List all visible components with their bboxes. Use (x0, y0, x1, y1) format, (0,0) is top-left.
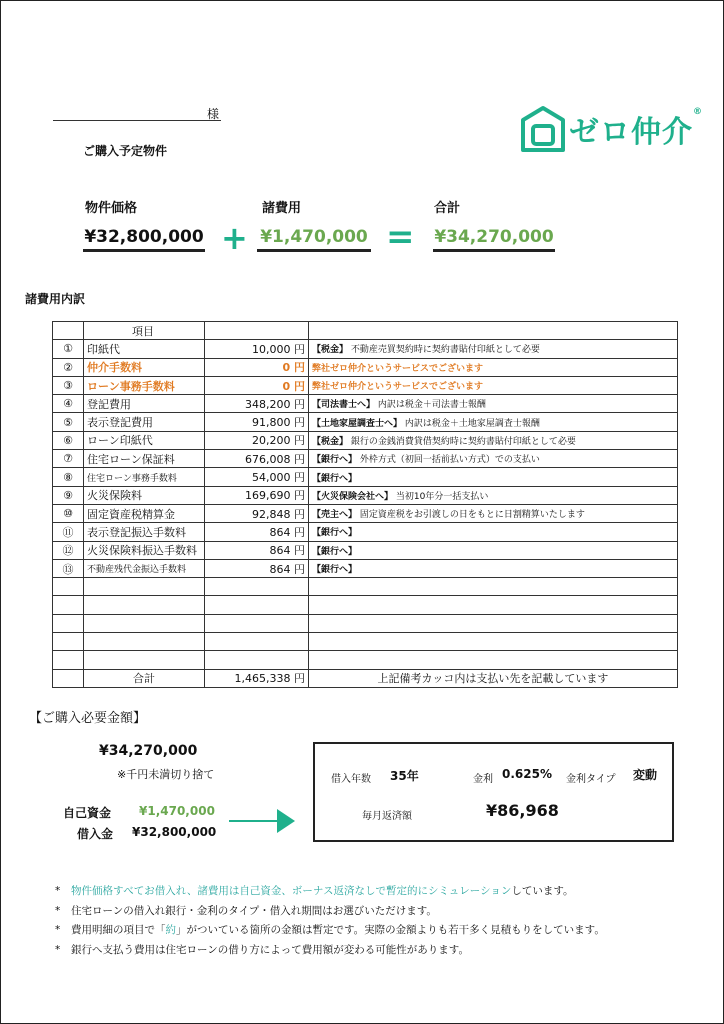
note-text: 弊社ゼロ仲介というサービスでございます (312, 382, 484, 393)
row-number: ④ (53, 395, 84, 413)
price-value: ¥32,800,000 (84, 227, 204, 247)
amount-value: 348,200 (245, 397, 291, 411)
row-item-name: ローン印紙代 (84, 431, 205, 449)
empty-row (53, 633, 678, 651)
loan-simulation-box (313, 742, 674, 842)
amount-value: 864 (269, 544, 291, 558)
row-note (309, 413, 678, 431)
row-item-name: 印紙代 (84, 340, 205, 358)
row-amount (205, 486, 309, 504)
empty-cell (309, 614, 678, 632)
required-title: 【ご購入必要金額】 (29, 711, 147, 726)
amount-unit: 円 (294, 507, 305, 521)
row-amount (205, 504, 309, 522)
row-number: ③ (53, 376, 84, 394)
years-value: 35年 (390, 769, 419, 783)
row-amount (205, 468, 309, 486)
empty-cell (205, 596, 309, 614)
row-amount (205, 523, 309, 541)
row-item-name: 表示登記費用 (84, 413, 205, 431)
row-item-name: 火災保険料振込手数料 (84, 541, 205, 559)
row-number: ② (53, 358, 84, 376)
table-row (53, 504, 678, 522)
row-number: ① (53, 340, 84, 358)
arrow-right-icon (229, 808, 295, 834)
row-amount (205, 541, 309, 559)
empty-cell (84, 651, 205, 669)
empty-row (53, 596, 678, 614)
empty-cell (53, 633, 84, 651)
row-number: ⑩ (53, 504, 84, 522)
total-note: 上記備考カッコ内は支払い先を記載しています (309, 669, 678, 687)
row-note (309, 340, 678, 358)
row-amount (205, 340, 309, 358)
amount-unit: 円 (294, 397, 305, 411)
rounding-note: ※千円未満切り捨て (117, 768, 215, 781)
empty-cell (53, 651, 84, 669)
rate-type-label: 金利タイプ (566, 774, 616, 785)
note-text: 弊社ゼロ仲介というサービスでございます (312, 363, 484, 374)
own-funds-label: 自己資金 (63, 806, 112, 820)
fees-value: ¥1,470,000 (260, 227, 368, 247)
empty-cell (84, 614, 205, 632)
row-item-name: 固定資産税精算金 (84, 504, 205, 522)
row-note (309, 431, 678, 449)
note-4: * 銀行へ支払う費用は住宅ローンの借り方によって費用額が変わる可能性があります。 (55, 943, 469, 956)
row-number: ⑫ (53, 541, 84, 559)
row-note (309, 376, 678, 394)
empty-row (53, 651, 678, 669)
price-label: 物件価格 (85, 201, 138, 216)
total-label: 合計 (84, 669, 205, 687)
price-underline (83, 249, 205, 252)
empty-cell (205, 633, 309, 651)
row-amount (205, 450, 309, 468)
table-row (53, 541, 678, 559)
total-unit: 円 (294, 672, 305, 686)
rate-value: 0.625% (502, 767, 552, 781)
row-number: ⑧ (53, 468, 84, 486)
amount-unit: 円 (294, 342, 305, 356)
recipient-name-line (53, 120, 221, 121)
breakdown-title: 諸費用内訳 (25, 292, 86, 306)
note-text: 外枠方式（初回一括前払い方式）での支払い (359, 455, 540, 466)
payee-tag: 【税金】 (312, 345, 349, 356)
row-number: ⑬ (53, 559, 84, 577)
header-item: 項目 (84, 322, 205, 340)
amount-unit: 円 (294, 361, 305, 375)
empty-cell (205, 651, 309, 669)
payee-tag: 【銀行へ】 (312, 546, 358, 557)
logo-registered-mark: ® (693, 107, 703, 117)
table-row (53, 340, 678, 358)
table-row (53, 431, 678, 449)
row-note (309, 523, 678, 541)
total-underline (433, 249, 555, 252)
rate-type-value: 変動 (633, 768, 658, 782)
row-number: ⑥ (53, 431, 84, 449)
payee-tag: 【銀行へ】 (312, 473, 358, 484)
total-amount-cell (205, 669, 309, 687)
own-funds-value: ¥1,470,000 (139, 804, 215, 818)
plus-sign: + (221, 219, 248, 257)
amount-unit: 円 (294, 525, 305, 539)
monthly-label: 毎月返済額 (362, 811, 412, 822)
empty-cell (84, 633, 205, 651)
payee-tag: 【銀行へ】 (312, 565, 358, 575)
amount-unit: 円 (294, 544, 305, 558)
empty-cell (53, 578, 84, 596)
row-note (309, 486, 678, 504)
row-amount (205, 559, 309, 577)
payee-tag: 【司法書士へ】 (312, 400, 376, 411)
amount-value: 54,000 (252, 471, 291, 485)
empty-cell (309, 633, 678, 651)
empty-cell (309, 651, 678, 669)
logo-text: ゼロ仲介 (569, 115, 693, 150)
row-note (309, 450, 678, 468)
required-total: ¥34,270,000 (99, 743, 198, 759)
note-text: 銀行の金銭消費貸借契約時に契約書貼付印紙として必要 (350, 436, 576, 447)
amount-unit: 円 (294, 379, 305, 393)
empty-cell (53, 614, 84, 632)
amount-value: 20,200 (252, 434, 291, 448)
amount-unit: 円 (294, 471, 305, 485)
row-amount (205, 431, 309, 449)
table-row (53, 395, 678, 413)
row-note (309, 358, 678, 376)
rate-label: 金利 (473, 774, 493, 785)
amount-unit: 円 (294, 452, 305, 466)
row-note (309, 559, 678, 577)
fees-label: 諸費用 (262, 201, 302, 216)
payee-tag: 【銀行へ】 (312, 528, 358, 539)
note-text: 内訳は税金＋司法書士報酬 (377, 400, 486, 411)
row-item-name: 仲介手数料 (84, 358, 205, 376)
table-row (53, 358, 678, 376)
table-header-row (53, 322, 678, 340)
row-amount (205, 413, 309, 431)
amount-value: 0 (282, 361, 291, 375)
empty-cell (309, 596, 678, 614)
row-note (309, 541, 678, 559)
row-item-name: 住宅ローン保証料 (84, 450, 205, 468)
fees-table (52, 321, 678, 688)
amount-value: 864 (269, 562, 291, 576)
payee-tag: 【税金】 (312, 436, 349, 447)
honorific: 様 (207, 107, 220, 121)
fees-underline (257, 249, 371, 252)
table-row (53, 468, 678, 486)
amount-unit: 円 (294, 489, 305, 503)
row-item-name: 不動産残代金振込手数料 (84, 559, 205, 577)
total-value: ¥34,270,000 (434, 227, 554, 247)
table-row (53, 413, 678, 431)
empty-cell (205, 578, 309, 596)
loan-value: ¥32,800,000 (132, 825, 217, 839)
row-number: ⑤ (53, 413, 84, 431)
row-item-name: 住宅ローン事務手数料 (84, 468, 205, 486)
amount-value: 864 (269, 525, 291, 539)
table-row (53, 559, 678, 577)
payee-tag: 【銀行へ】 (312, 455, 358, 466)
row-item-name: 火災保険料 (84, 486, 205, 504)
row-note (309, 395, 678, 413)
empty-cell (205, 614, 309, 632)
row-item-name: 表示登記振込手数料 (84, 523, 205, 541)
row-item-name: ローン事務手数料 (84, 376, 205, 394)
payee-tag: 【火災保険会社へ】 (312, 491, 394, 502)
empty-row (53, 614, 678, 632)
note-text: 内訳は税金＋土地家屋調査士報酬 (404, 418, 540, 429)
loan-label: 借入金 (77, 827, 114, 841)
note-3: * 費用明細の項目で「約」がついている箇所の金額は暫定です。実際の金額よりも若干多く見積もりをしています。 (55, 924, 605, 936)
table-row (53, 486, 678, 504)
amount-value: 10,000 (252, 342, 291, 356)
note-1: * 物件価格すべてお借入れ、諸費用は自己資金、ボーナス返済なしで暫定的にシミュレーションしています。 (55, 885, 574, 897)
row-number: ⑨ (53, 486, 84, 504)
note-text: 当初10年分一括支払い (395, 491, 489, 502)
amount-unit: 円 (294, 434, 305, 448)
note-2: * 住宅ローンの借入れ銀行・金利のタイプ・借入れ期間はお選びいただけます。 (55, 904, 437, 917)
row-amount (205, 358, 309, 376)
empty-cell (53, 596, 84, 614)
empty-row (53, 578, 678, 596)
note-text: 固定資産税をお引渡しの日をもとに日割精算いたします (359, 510, 585, 521)
row-number: ⑦ (53, 450, 84, 468)
payee-tag: 【売主へ】 (312, 510, 358, 521)
equals-sign: = (386, 217, 415, 257)
amount-value: 0 (282, 379, 291, 393)
table-row (53, 523, 678, 541)
total-amount: 1,465,338 (234, 672, 291, 686)
empty-cell (309, 578, 678, 596)
row-note (309, 504, 678, 522)
table-row (53, 376, 678, 394)
row-number: ⑪ (53, 523, 84, 541)
total-row (53, 669, 678, 687)
amount-value: 676,008 (245, 452, 291, 466)
amount-unit: 円 (294, 562, 305, 576)
row-item-name: 登記費用 (84, 395, 205, 413)
row-note (309, 468, 678, 486)
property-label: ご購入予定物件 (83, 144, 168, 158)
amount-value: 92,848 (252, 507, 291, 521)
empty-cell (84, 596, 205, 614)
total-label: 合計 (434, 201, 461, 216)
payee-tag: 【土地家屋調査士へ】 (312, 418, 403, 429)
amount-value: 169,690 (245, 489, 291, 503)
monthly-value: ¥86,968 (486, 801, 559, 820)
empty-cell (84, 578, 205, 596)
logo-wordmark (569, 107, 703, 151)
years-label: 借入年数 (331, 774, 371, 785)
amount-unit: 円 (294, 416, 305, 430)
row-amount (205, 395, 309, 413)
row-amount (205, 376, 309, 394)
amount-value: 91,800 (252, 416, 291, 430)
table-row (53, 450, 678, 468)
total-blank (53, 669, 84, 687)
notes (55, 882, 605, 960)
note-text: 不動産売買契約時に契約書貼付印紙として必要 (350, 345, 540, 356)
